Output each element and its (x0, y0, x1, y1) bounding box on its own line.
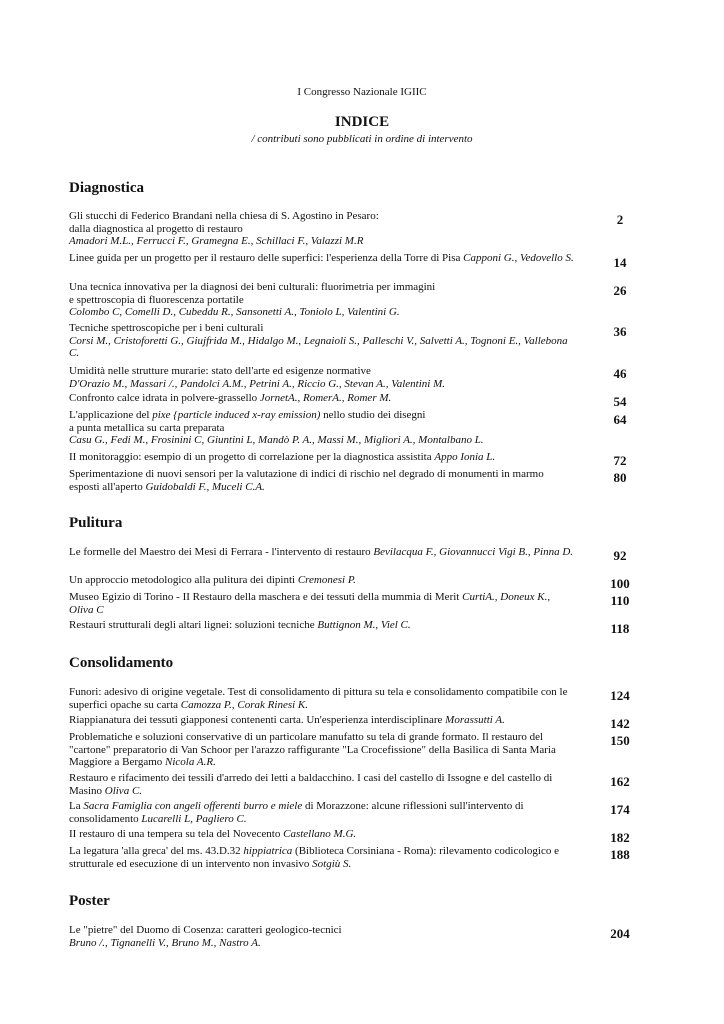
page-title: INDICE (334, 114, 390, 130)
page-number: 188 (610, 847, 630, 862)
page-subtitle: / contributi sono pubblicati in ordine di intervento (251, 133, 473, 145)
page-number: 118 (610, 621, 630, 636)
index-entry: La Sacra Famiglia con angeli offerenti burro e miele di Morazzone: alcune riflessioni sull'intervento di consolidamento Lucarelli L, Pagliero C. (69, 800, 524, 825)
index-entry: Le formelle del Maestro dei Mesi di Ferrara - l'intervento di restauro Bevilacqua F., Giovannucci Vigi B., Pinna D. (69, 546, 574, 558)
index-entry: Restauri strutturali degli altari lignei: soluzioni tecniche Buttignon M., Viel C. (69, 619, 411, 631)
index-entry: Funori: adesivo di origine vegetale. Test di consolidamento di pittura su tela e consolidamento compatibile con le superfici opache su carta Camozza P., Corak Rinesi K. (69, 686, 568, 711)
index-entry: Linee guida per un progetto per il restauro delle superfici: l'esperienza della Torre di Pisa Capponi G., Vedovello S. (69, 252, 574, 264)
page-number: 14 (613, 255, 627, 270)
index-entry: L'applicazione del pixe {particle induced x-ray emission) nello studio dei disegni a punta metallica su carta preparata Casu G., Fedi M., Frosinini C, Giuntini L, Mandò P. A., Massi M., Migliori A., Montalbano L. (69, 409, 484, 446)
conference-title: I Congresso Nazionale IGIIC (297, 86, 427, 98)
index-entry: II restauro di una tempera su tela del Novecento Castellano M.G. (69, 828, 357, 840)
index-entry: Un approccio metodologico alla pulitura dei dipinti Cremonesi P. (69, 574, 356, 586)
page-number: 26 (613, 283, 627, 298)
page-number: 72 (613, 453, 627, 468)
index-entry: La legatura 'alla greca' del ms. 43.D.32 hippiatrica (Biblioteca Corsiniana - Roma): rilevamento codicologico e strutturale ed esecuzione di un intervento non invasivo Sotgiù S. (69, 845, 559, 870)
index-entry: Umidità nelle strutture murarie: stato dell'arte ed esigenze normative D'Orazio M., Massari /., Pandolci A.M., Petrini A., Riccio G., Stevan A., Valentini M. (69, 365, 446, 390)
page-number: 110 (610, 593, 630, 608)
section-heading: Consolidamento (69, 655, 174, 671)
index-entry: Una tecnica innovativa per la diagnosi dei beni culturali: fluorimetria per immagini e spettroscopia di fluorescenza portatile Colombo C, Comelli D., Cubeddu R., Sansonetti A., Toniolo L, Valentini G. (69, 281, 436, 318)
page-number: 54 (613, 394, 627, 409)
index-entry: Sperimentazione di nuovi sensori per la valutazione di indici di rischio nel degrado di monumenti in marmo esposti all'aperto Guidobaldi F., Muceli C.A. (69, 468, 544, 493)
index-entry: Restauro e rifacimento dei tessili d'arredo dei letti a baldacchino. I casi del castello di Issogne e del castello di Masino Oliva C. (69, 772, 553, 797)
page-number: 182 (610, 830, 630, 845)
page-number: 150 (610, 733, 630, 748)
section-heading: Diagnostica (69, 180, 144, 196)
index-entry: II monitoraggio: esempio di un progetto di correlazione per la diagnostica assistita Appo Ionia L. (69, 451, 496, 463)
page-number: 46 (613, 366, 627, 381)
index-entry: Tecniche spettroscopiche per i beni culturali Corsi M., Cristoforetti G., Giujfrida M., Hidalgo M., Legnaioli S., Palleschi V., Salvetti A., Tognoni E., Vallebona C. (69, 322, 568, 359)
page-number: 174 (610, 802, 630, 817)
index-entry: Museo Egizio di Torino - II Restauro della maschera e dei tessuti della mummia di Merit CurtiA., Doneux K., Oliva C (69, 591, 551, 616)
index-entry: Problematiche e soluzioni conservative di un particolare manufatto su tela di grande formato. Il restauro del "cartone" preparatorio di Van Schoor per l'arazzo raffigurante "La Crocefissione" della Basilica di Santa Maria Maggiore a Bergamo Nicola A.R. (69, 731, 556, 768)
section-heading: Pulitura (69, 515, 123, 531)
section-heading: Poster (69, 893, 110, 909)
page-number: 100 (610, 576, 630, 591)
page-number: 204 (610, 926, 630, 941)
index-entry: Riappianatura dei tessuti giapponesi contenenti carta. Un'esperienza interdisciplinare Morassutti A. (69, 714, 505, 726)
page-number: 80 (613, 470, 627, 485)
page-number: 142 (610, 716, 630, 731)
page-number: 64 (613, 412, 627, 427)
page-number: 162 (610, 774, 630, 789)
page-number: 36 (613, 324, 627, 339)
page-number: 124 (610, 688, 630, 703)
index-entry: Confronto calce idrata in polvere-grassello JornetA., RomerA., Romer M. (69, 392, 392, 404)
index-entry: Le "pietre" del Duomo di Cosenza: caratteri geologico-tecnici Bruno /., Tignanelli V., Bruno M., Nastro A. (69, 924, 342, 949)
page-number: 92 (613, 548, 627, 563)
index-entry: Gli stucchi di Federico Brandani nella chiesa di S. Agostino in Pesaro: dalla diagnostica al progetto di restauro Amadori M.L., Ferrucci F., Gramegna E., Schillaci F., Valazzi M.R (69, 210, 379, 247)
page-number: 2 (616, 212, 624, 227)
